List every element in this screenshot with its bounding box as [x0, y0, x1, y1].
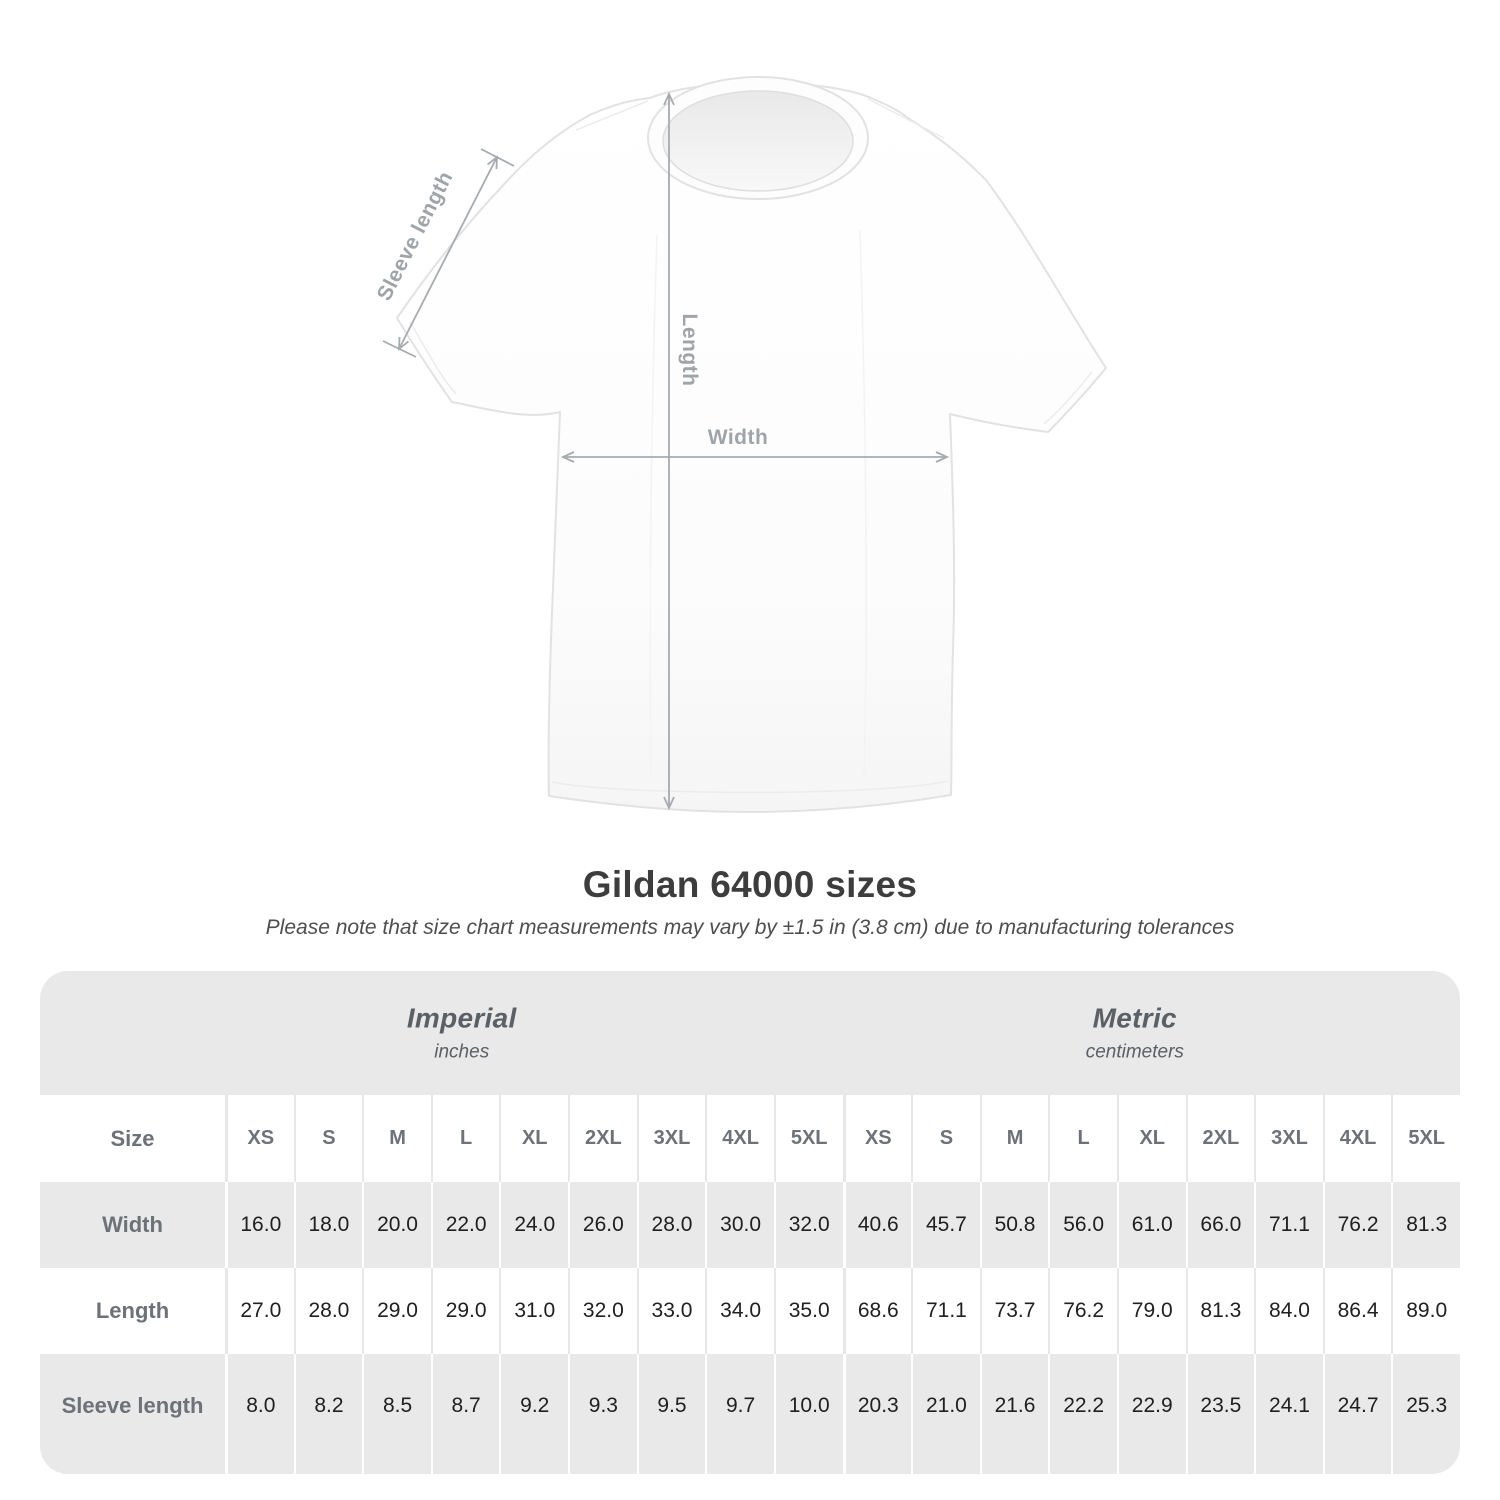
size-value-cell: 22.9: [1117, 1354, 1186, 1474]
size-value-cell: 71.1: [911, 1268, 980, 1354]
size-value-cell: 79.0: [1117, 1268, 1186, 1354]
size-col-header: S: [911, 1095, 980, 1182]
size-value-cell: 24.1: [1254, 1354, 1323, 1474]
size-value-cell: 29.0: [431, 1268, 500, 1354]
size-value-cell: 20.0: [362, 1182, 431, 1268]
size-value-cell: 8.0: [225, 1354, 294, 1474]
unit-header-band: [40, 971, 1460, 1095]
size-value-cell: 81.3: [1391, 1182, 1460, 1268]
size-col-header: 2XL: [568, 1095, 637, 1182]
row-label: Sleeve length: [40, 1354, 225, 1474]
size-value-cell: 71.1: [1254, 1182, 1323, 1268]
size-value-cell: 25.3: [1391, 1354, 1460, 1474]
size-col-header: 5XL: [1391, 1095, 1460, 1182]
size-value-cell: 9.7: [705, 1354, 774, 1474]
size-value-cell: 29.0: [362, 1268, 431, 1354]
size-value-cell: 32.0: [774, 1182, 843, 1268]
size-value-cell: 16.0: [225, 1182, 294, 1268]
imperial-header: [407, 1003, 517, 1064]
table-row: [40, 1354, 1460, 1474]
size-value-cell: 33.0: [637, 1268, 706, 1354]
size-value-cell: 21.6: [980, 1354, 1049, 1474]
size-value-cell: 56.0: [1048, 1182, 1117, 1268]
size-value-cell: 61.0: [1117, 1182, 1186, 1268]
size-value-cell: 23.5: [1186, 1354, 1255, 1474]
size-value-cell: 24.7: [1323, 1354, 1392, 1474]
size-value-cell: 89.0: [1391, 1268, 1460, 1354]
size-value-cell: 31.0: [499, 1268, 568, 1354]
size-col-header: XL: [1117, 1095, 1186, 1182]
size-col-header: S: [294, 1095, 363, 1182]
sleeve-length-label: Sleeve length: [372, 167, 458, 305]
page-title: Gildan 64000 sizes: [582, 864, 918, 905]
size-value-cell: 81.3: [1186, 1268, 1255, 1354]
size-chart-table-card: [40, 971, 1460, 1474]
size-col-header: 4XL: [1323, 1095, 1392, 1182]
size-value-cell: 27.0: [225, 1268, 294, 1354]
size-col-header: 5XL: [774, 1095, 843, 1182]
size-value-cell: 45.7: [911, 1182, 980, 1268]
metric-unit: centimeters: [1085, 1041, 1184, 1063]
size-col-header: M: [980, 1095, 1049, 1182]
size-value-cell: 30.0: [705, 1182, 774, 1268]
size-header-row: [40, 1095, 1460, 1182]
size-value-cell: 76.2: [1323, 1182, 1392, 1268]
row-label: Width: [40, 1182, 225, 1268]
width-label: Width: [707, 426, 769, 449]
size-col-header: XS: [225, 1095, 294, 1182]
size-value-cell: 86.4: [1323, 1268, 1392, 1354]
size-col-header: XL: [499, 1095, 568, 1182]
size-value-cell: 26.0: [568, 1182, 637, 1268]
size-value-cell: 34.0: [705, 1268, 774, 1354]
size-value-cell: 68.6: [843, 1268, 912, 1354]
size-col-header: 4XL: [705, 1095, 774, 1182]
size-value-cell: 76.2: [1048, 1268, 1117, 1354]
metric-title: Metric: [1092, 1002, 1177, 1034]
size-value-cell: 35.0: [774, 1268, 843, 1354]
size-value-cell: 21.0: [911, 1354, 980, 1474]
size-value-cell: 28.0: [637, 1182, 706, 1268]
imperial-title: Imperial: [406, 1002, 517, 1034]
row-label: Length: [40, 1268, 225, 1354]
collar: [648, 77, 868, 199]
size-col-header: 3XL: [637, 1095, 706, 1182]
size-value-cell: 84.0: [1254, 1268, 1323, 1354]
size-col-header: 2XL: [1186, 1095, 1255, 1182]
size-value-cell: 73.7: [980, 1268, 1049, 1354]
size-value-cell: 9.2: [499, 1354, 568, 1474]
tolerance-note: Please note that size chart measurements may vary by ±1.5 in (3.8 cm) due to manufacturing tolerances: [265, 916, 1235, 939]
size-table: [40, 1095, 1460, 1474]
size-value-cell: 24.0: [499, 1182, 568, 1268]
length-label: Length: [678, 313, 701, 387]
table-row: [40, 1268, 1460, 1354]
size-value-cell: 8.2: [294, 1354, 363, 1474]
size-value-cell: 8.5: [362, 1354, 431, 1474]
size-value-cell: 8.7: [431, 1354, 500, 1474]
size-col-header: 3XL: [1254, 1095, 1323, 1182]
size-value-cell: 9.3: [568, 1354, 637, 1474]
size-value-cell: 20.3: [843, 1354, 912, 1474]
size-value-cell: 40.6: [843, 1182, 912, 1268]
size-value-cell: 9.5: [637, 1354, 706, 1474]
size-value-cell: 32.0: [568, 1268, 637, 1354]
table-row: [40, 1182, 1460, 1268]
size-value-cell: 10.0: [774, 1354, 843, 1474]
size-value-cell: 22.2: [1048, 1354, 1117, 1474]
size-value-cell: 66.0: [1186, 1182, 1255, 1268]
imperial-unit: inches: [434, 1041, 490, 1063]
size-value-cell: 22.0: [431, 1182, 500, 1268]
size-col-header: M: [362, 1095, 431, 1182]
metric-header: [1086, 1003, 1184, 1064]
size-col-header: L: [1048, 1095, 1117, 1182]
size-value-cell: 18.0: [294, 1182, 363, 1268]
size-corner-header: Size: [40, 1095, 225, 1182]
size-col-header: L: [431, 1095, 500, 1182]
size-value-cell: 50.8: [980, 1182, 1049, 1268]
size-value-cell: 28.0: [294, 1268, 363, 1354]
size-col-header: XS: [843, 1095, 912, 1182]
